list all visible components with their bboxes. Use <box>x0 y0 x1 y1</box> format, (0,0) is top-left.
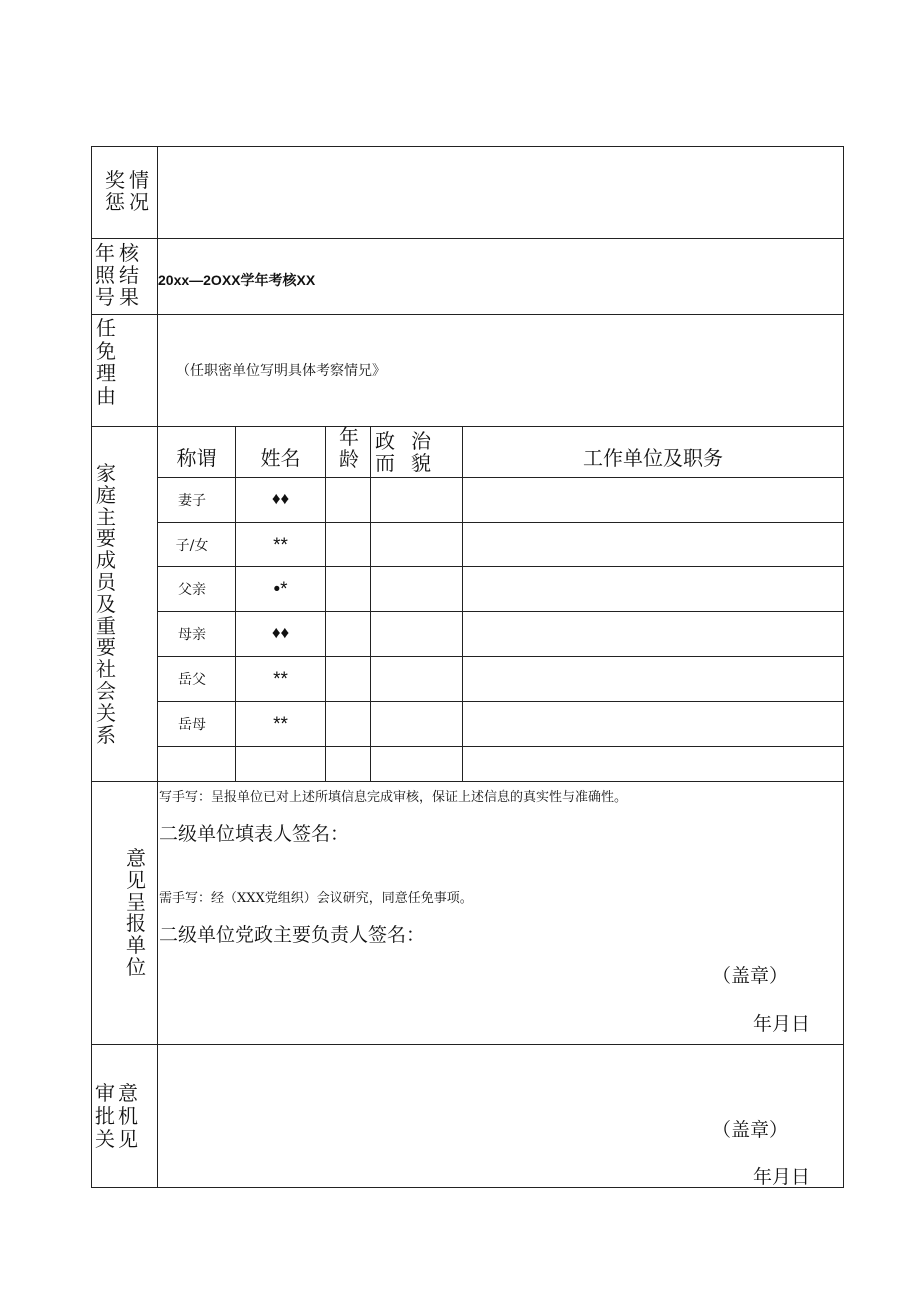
row-divider-unit-opinion <box>92 1044 843 1045</box>
row-divider-awards <box>92 238 843 239</box>
family-row-divider <box>157 746 843 747</box>
family-label: 家庭主要成员及重要社会关系 <box>96 461 116 747</box>
header-political-4: 貌 <box>411 451 431 475</box>
member-name: ** <box>273 669 288 690</box>
family-col-divider-political <box>462 426 463 781</box>
member-name: ♦♦ <box>271 623 290 642</box>
filler-signature-label: 二级单位填表人签名： <box>159 823 350 845</box>
annual-result: 20xx—2OXX学年考核XX <box>158 272 316 288</box>
header-political-2: 治 <box>411 429 431 453</box>
member-relation: 妻子 <box>178 493 206 509</box>
approval-label-col2: 意机见 <box>118 1081 138 1151</box>
approval-seal-label: （盖章） <box>712 1119 789 1141</box>
leader-signature-label: 二级单位党政主要负责人签名： <box>159 924 426 946</box>
member-name: ** <box>273 535 288 556</box>
family-row-divider <box>157 566 843 567</box>
unit-date-label: 年月日 <box>753 1013 811 1035</box>
member-relation: 母亲 <box>178 627 206 643</box>
header-relation: 称谓 <box>176 446 217 470</box>
family-col-divider-age <box>370 426 371 781</box>
header-age-1: 年 <box>339 425 359 449</box>
approval-date-label: 年月日 <box>753 1166 811 1188</box>
family-header-divider <box>157 477 843 478</box>
awards-label-col1: 奖惩 <box>105 168 125 214</box>
family-row-divider <box>157 701 843 702</box>
member-name: ♦♦ <box>271 489 290 508</box>
annual-label-col2: 核结果 <box>119 241 139 309</box>
appointment-form-table <box>91 146 844 1188</box>
member-relation: 父亲 <box>178 582 206 598</box>
family-row-divider <box>157 611 843 612</box>
unit-opinion-note2: 需手写：经（XXX党组织）会议研究，同意任免事项。 <box>159 891 473 906</box>
header-work-unit: 工作单位及职务 <box>583 446 723 470</box>
header-name: 姓名 <box>260 446 301 470</box>
family-col-divider-name <box>325 426 326 781</box>
header-political-1: 政 <box>375 429 395 453</box>
family-row-divider <box>157 656 843 657</box>
member-relation: 子/女 <box>175 538 209 554</box>
member-relation: 岳父 <box>178 672 206 688</box>
row-divider-family <box>92 781 843 782</box>
row-divider-annual <box>92 314 843 315</box>
reason-label: 任免理由 <box>96 316 116 408</box>
member-relation: 岳母 <box>178 717 206 733</box>
unit-opinion-label: 意见呈报单位 <box>126 846 146 979</box>
row-divider-reason <box>92 426 843 427</box>
member-name: •* <box>273 579 288 600</box>
label-column-divider <box>157 147 158 1187</box>
annual-label-col1: 年照号 <box>95 241 115 309</box>
approval-label-col1: 审批关 <box>95 1081 115 1151</box>
header-age-2: 龄 <box>339 447 359 471</box>
reason-content: （任职密单位写明具体考察情兄》 <box>176 363 386 379</box>
header-political-3: 而 <box>375 451 395 475</box>
awards-label-col2: 情况 <box>129 168 149 214</box>
unit-opinion-note1: 写手写：呈报单位已对上述所填信息完成审核，保证上述信息的真实性与准确性。 <box>159 790 628 805</box>
member-name: ** <box>273 714 288 735</box>
unit-seal-label: （盖章） <box>712 965 789 987</box>
family-row-divider <box>157 522 843 523</box>
